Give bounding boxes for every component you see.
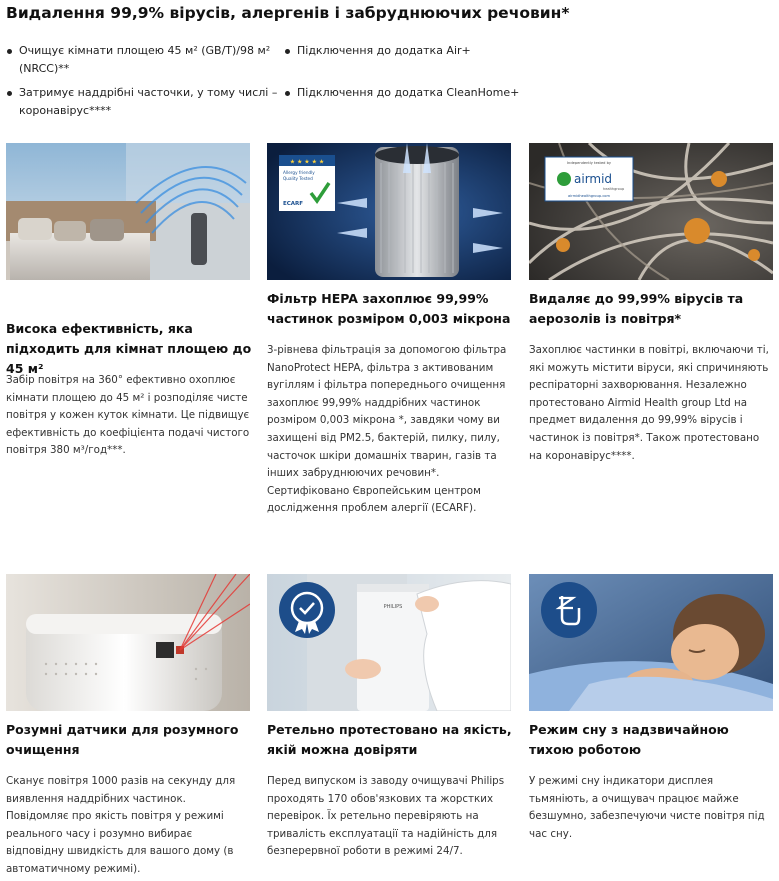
card-title: Видаляє до 99,99% вірусів та аерозолів із повітря* [529,291,744,326]
card-description: 3-рівнева фільтрація за допомогою фільтра NanoProtect HEPA, фільтра з активованим вугіллям і фільтра попереднього очищення захоплює 99,99% наддрібних частинок розміром 0,003 мікрона *, завдяки чому ви захищені від PM2.5, бактерій, пилку, пилу, часточок шкіри домашніх тварин, газів та інших забруднюючих речовин*. Сертифіковано Європейським центром дослідження проблем алергії (ECARF). [267,344,507,515]
bullet-air-app: Підключення до додатка Air+ [284,42,537,60]
card-description: Перед випуском із заводу очищувачі Philips проходять 170 обов'язкових та жорстких перевірок. Їх ретельно перевіряють на тривалість експлуатації та надійність для безперервної роботи в режимі 24/7. [267,775,505,858]
hepa-filter-image [267,143,511,280]
card-title: Фільтр HEPA захоплює 99,99% частинок розміром 0,003 мікрона [267,291,511,326]
sleep-hand-icon [541,582,597,638]
airmid-url: airmidhealthgroup.com [567,194,611,198]
airmid-badge-top: Independently tested by [567,161,611,165]
device-brand-label: PHILIPS [383,604,403,610]
card-description: У режимі сну індикатори дисплея тьмяніють, а очищувач працює майже безшумно, забезпечуючи чисте повітря під час сну. [529,775,765,840]
airmid-sub: healthgroup [603,187,625,191]
ecarf-badge-mid: Quality Tested [283,176,313,181]
page-title: Видалення 99,9% вірусів, алергенів і забруднюючих речовин* [6,4,570,22]
card-description: Забір повітря на 360° ефективно охоплює кімнати площею до 45 м² і розподіляє чисте повітря у кожен куток кімнати. Це підвищує ефективність до коефіцієнта подачі чистого повітря 380 м³/год***. [6,374,250,457]
virus-fibers-image [529,143,773,280]
airmid-brand: airmid [574,172,613,186]
card-description: Захоплює частинки в повітрі, включаючи ті, які можуть містити віруси, які спричиняють респіраторні захворювання. Незалежно протестовано Airmid Health group Ltd на предмет видалення до 99,99% вірусів і частинок із повітря*. Також протестовано на коронавірус****. [529,344,769,462]
card-title: Висока ефективність, яка підходить для кімнат площею до 45 м² [6,321,252,376]
bedroom-purifier-image [6,143,250,280]
ecarf-badge-bottom: ECARF [283,201,304,207]
sleeping-child-image [529,574,773,711]
bullet-coronavirus: Затримує наддрібні часточки, у тому числі – коронавірус**** [6,84,289,120]
card-title: Режим сну з надзвичайною тихою роботою [529,722,729,757]
quality-testing-image [267,574,511,711]
card-description: Сканує повітря 1000 разів на секунду для виявлення наддрібних частинок. Повідомляє про якість повітря у режимі реального часу і розумно вибирає відповідну швидкість для вашого дому (в автоматичному режимі). [6,775,236,875]
ecarf-stars: ★ ★ ★ ★ ★ [289,158,325,166]
airmid-logo-icon [557,172,571,186]
card-title: Ретельно протестовано на якість, якій можна довіряти [267,722,512,757]
card-title: Розумні датчики для розумного очищення [6,722,239,757]
ecarf-badge-top: Allergy friendly [283,170,315,175]
bullet-room-size: Очищує кімнати площею 45 м² (GB/T)/98 м² (NRCC)** [6,42,281,78]
sensor-purifier-image [6,574,250,711]
bullet-cleanhome-app: Підключення до додатка CleanHome+ [284,84,557,102]
